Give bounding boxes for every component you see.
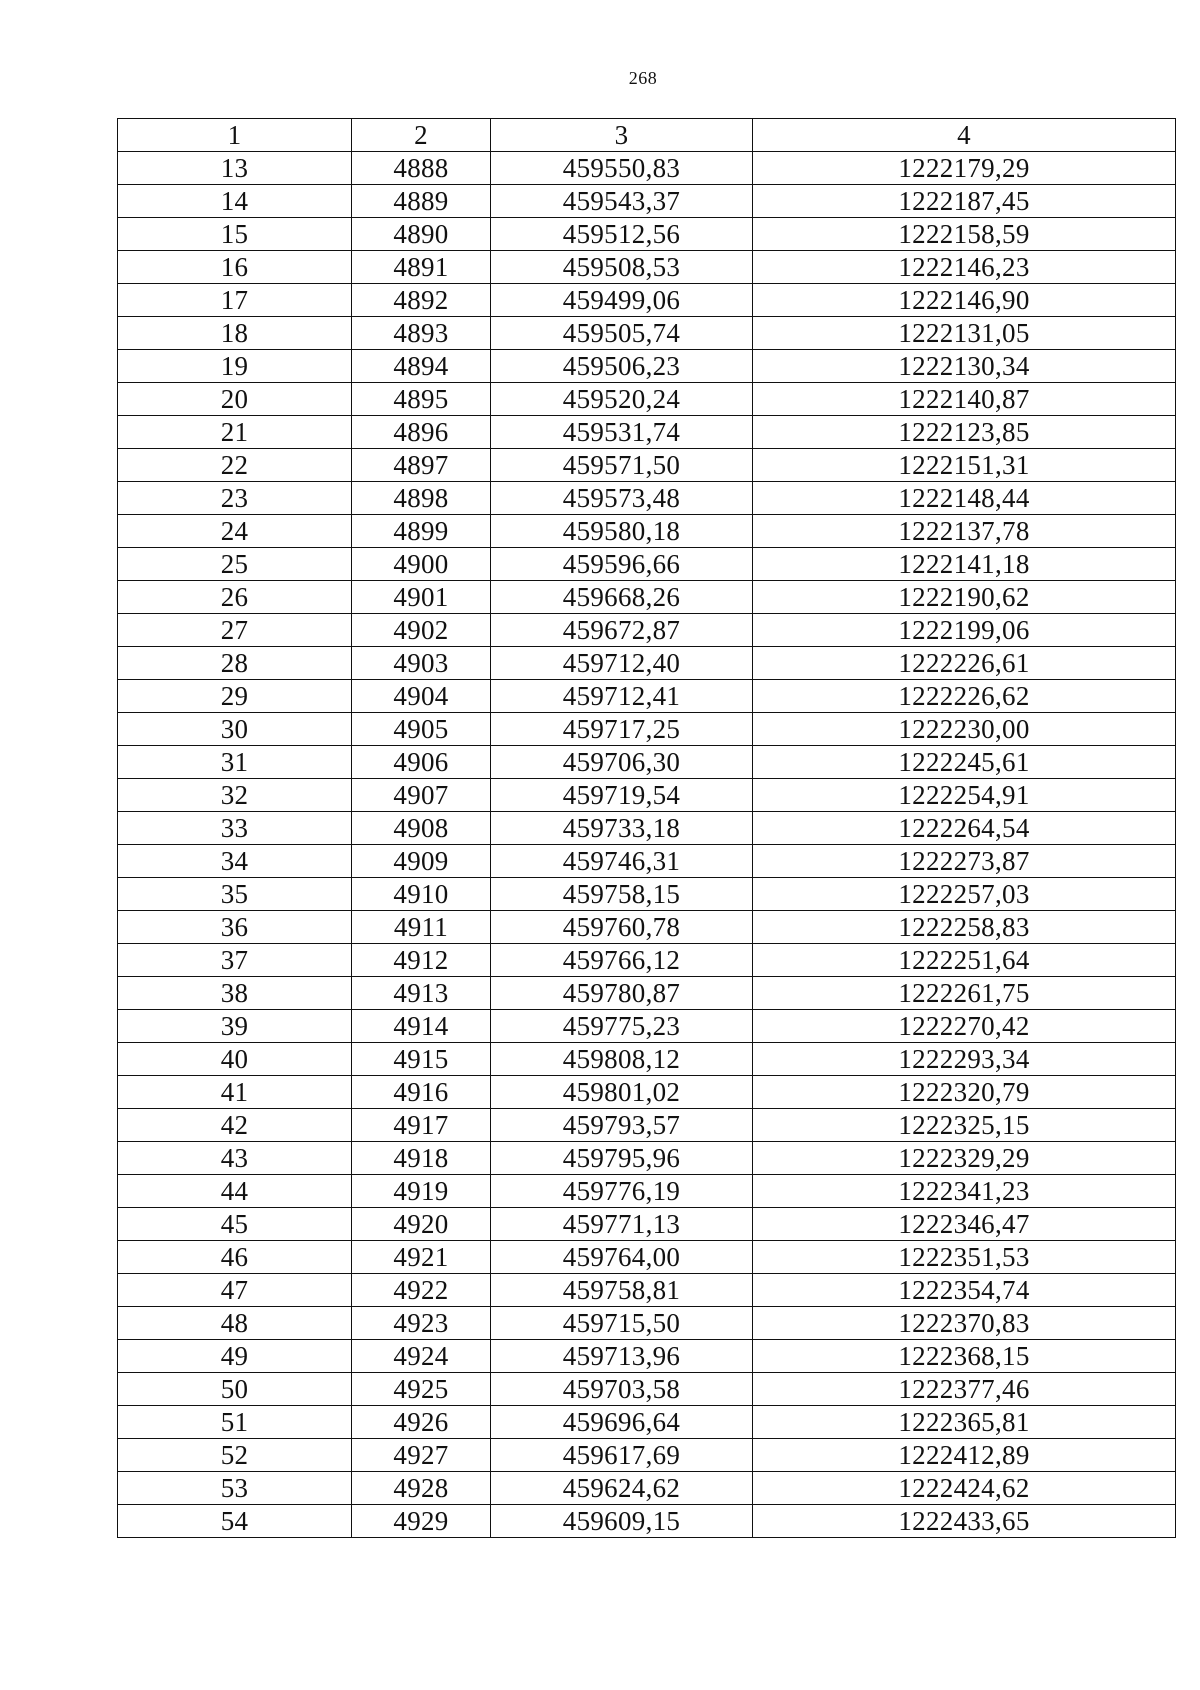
table-row bbox=[118, 482, 1176, 515]
table-cell: 4917 bbox=[352, 1109, 491, 1142]
table-cell: 1222261,75 bbox=[753, 977, 1176, 1010]
table-cell: 16 bbox=[118, 251, 352, 284]
header-cell: 2 bbox=[352, 119, 491, 152]
table-cell: 4903 bbox=[352, 647, 491, 680]
header-cell: 4 bbox=[753, 119, 1176, 152]
table-cell: 31 bbox=[118, 746, 352, 779]
table-row bbox=[118, 812, 1176, 845]
table-row bbox=[118, 713, 1176, 746]
table-cell: 23 bbox=[118, 482, 352, 515]
table-cell: 1222123,85 bbox=[753, 416, 1176, 449]
table-cell: 459520,24 bbox=[491, 383, 753, 416]
table-cell: 4902 bbox=[352, 614, 491, 647]
table-cell: 4900 bbox=[352, 548, 491, 581]
table-cell: 4898 bbox=[352, 482, 491, 515]
table-cell: 4896 bbox=[352, 416, 491, 449]
table-cell: 29 bbox=[118, 680, 352, 713]
table-cell: 1222368,15 bbox=[753, 1340, 1176, 1373]
table-cell: 4908 bbox=[352, 812, 491, 845]
table-cell: 459760,78 bbox=[491, 911, 753, 944]
table-row bbox=[118, 1340, 1176, 1373]
table-row bbox=[118, 317, 1176, 350]
table-cell: 1222320,79 bbox=[753, 1076, 1176, 1109]
table-cell: 459706,30 bbox=[491, 746, 753, 779]
table-cell: 37 bbox=[118, 944, 352, 977]
table-cell: 21 bbox=[118, 416, 352, 449]
table-cell: 459499,06 bbox=[491, 284, 753, 317]
table-cell: 4890 bbox=[352, 218, 491, 251]
table-cell: 1222325,15 bbox=[753, 1109, 1176, 1142]
table-cell: 47 bbox=[118, 1274, 352, 1307]
table-row bbox=[118, 416, 1176, 449]
table-cell: 1222146,23 bbox=[753, 251, 1176, 284]
table-cell: 45 bbox=[118, 1208, 352, 1241]
table-cell: 1222137,78 bbox=[753, 515, 1176, 548]
table-cell: 459766,12 bbox=[491, 944, 753, 977]
table-cell: 49 bbox=[118, 1340, 352, 1373]
table-cell: 459505,74 bbox=[491, 317, 753, 350]
table-cell: 4915 bbox=[352, 1043, 491, 1076]
table-cell: 459672,87 bbox=[491, 614, 753, 647]
table-cell: 4897 bbox=[352, 449, 491, 482]
table-cell: 1222146,90 bbox=[753, 284, 1176, 317]
table-cell: 1222264,54 bbox=[753, 812, 1176, 845]
table-cell: 1222141,18 bbox=[753, 548, 1176, 581]
coordinates-table bbox=[117, 118, 1176, 1538]
table-cell: 30 bbox=[118, 713, 352, 746]
table-cell: 48 bbox=[118, 1307, 352, 1340]
table-cell: 459617,69 bbox=[491, 1439, 753, 1472]
table-cell: 4927 bbox=[352, 1439, 491, 1472]
table-row bbox=[118, 1241, 1176, 1274]
table-row bbox=[118, 1076, 1176, 1109]
table-cell: 1222190,62 bbox=[753, 581, 1176, 614]
table-cell: 459543,37 bbox=[491, 185, 753, 218]
table-cell: 459713,96 bbox=[491, 1340, 753, 1373]
table-cell: 459795,96 bbox=[491, 1142, 753, 1175]
table-row bbox=[118, 284, 1176, 317]
table-cell: 459719,54 bbox=[491, 779, 753, 812]
table-cell: 41 bbox=[118, 1076, 352, 1109]
table-cell: 1222377,46 bbox=[753, 1373, 1176, 1406]
table-row bbox=[118, 383, 1176, 416]
table-cell: 1222270,42 bbox=[753, 1010, 1176, 1043]
table-cell: 459717,25 bbox=[491, 713, 753, 746]
table-cell: 1222254,91 bbox=[753, 779, 1176, 812]
table-cell: 1222351,53 bbox=[753, 1241, 1176, 1274]
table-row bbox=[118, 1043, 1176, 1076]
table-cell: 4905 bbox=[352, 713, 491, 746]
table-cell: 39 bbox=[118, 1010, 352, 1043]
table-cell: 1222151,31 bbox=[753, 449, 1176, 482]
page-number: 268 bbox=[628, 68, 658, 88]
table-cell: 1222230,00 bbox=[753, 713, 1176, 746]
table-row bbox=[118, 647, 1176, 680]
table-cell: 15 bbox=[118, 218, 352, 251]
table-cell: 4889 bbox=[352, 185, 491, 218]
table-cell: 4918 bbox=[352, 1142, 491, 1175]
table-cell: 459550,83 bbox=[491, 152, 753, 185]
table-cell: 1222130,34 bbox=[753, 350, 1176, 383]
table-cell: 1222245,61 bbox=[753, 746, 1176, 779]
table-cell: 459703,58 bbox=[491, 1373, 753, 1406]
table-cell: 1222140,87 bbox=[753, 383, 1176, 416]
table-cell: 4906 bbox=[352, 746, 491, 779]
table-row bbox=[118, 548, 1176, 581]
table-cell: 27 bbox=[118, 614, 352, 647]
table-row bbox=[118, 1109, 1176, 1142]
table-cell: 14 bbox=[118, 185, 352, 218]
table-cell: 25 bbox=[118, 548, 352, 581]
table-cell: 4895 bbox=[352, 383, 491, 416]
table-row bbox=[118, 152, 1176, 185]
table-row bbox=[118, 1175, 1176, 1208]
table-cell: 459808,12 bbox=[491, 1043, 753, 1076]
table-cell: 1222179,29 bbox=[753, 152, 1176, 185]
table-cell: 28 bbox=[118, 647, 352, 680]
table-cell: 459596,66 bbox=[491, 548, 753, 581]
table-cell: 52 bbox=[118, 1439, 352, 1472]
table-row bbox=[118, 1208, 1176, 1241]
table-cell: 1222187,45 bbox=[753, 185, 1176, 218]
table-cell: 459531,74 bbox=[491, 416, 753, 449]
table-cell: 1222258,83 bbox=[753, 911, 1176, 944]
table-cell: 22 bbox=[118, 449, 352, 482]
table-cell: 459758,15 bbox=[491, 878, 753, 911]
table-row bbox=[118, 1307, 1176, 1340]
table-cell: 42 bbox=[118, 1109, 352, 1142]
table-cell: 459571,50 bbox=[491, 449, 753, 482]
table-row bbox=[118, 944, 1176, 977]
table-cell: 1222199,06 bbox=[753, 614, 1176, 647]
table-cell: 459746,31 bbox=[491, 845, 753, 878]
table-row bbox=[118, 1472, 1176, 1505]
table-cell: 4919 bbox=[352, 1175, 491, 1208]
table-cell: 26 bbox=[118, 581, 352, 614]
table-cell: 4922 bbox=[352, 1274, 491, 1307]
table-cell: 459771,13 bbox=[491, 1208, 753, 1241]
table-cell: 20 bbox=[118, 383, 352, 416]
table-cell: 459758,81 bbox=[491, 1274, 753, 1307]
table-cell: 50 bbox=[118, 1373, 352, 1406]
table-cell: 4923 bbox=[352, 1307, 491, 1340]
table-cell: 35 bbox=[118, 878, 352, 911]
table-cell: 1222354,74 bbox=[753, 1274, 1176, 1307]
table-cell: 54 bbox=[118, 1505, 352, 1538]
table-cell: 4914 bbox=[352, 1010, 491, 1043]
table-cell: 4928 bbox=[352, 1472, 491, 1505]
table-cell: 40 bbox=[118, 1043, 352, 1076]
table-cell: 4904 bbox=[352, 680, 491, 713]
table-row bbox=[118, 845, 1176, 878]
table-cell: 4892 bbox=[352, 284, 491, 317]
table-cell: 459508,53 bbox=[491, 251, 753, 284]
table-cell: 53 bbox=[118, 1472, 352, 1505]
table-cell: 1222341,23 bbox=[753, 1175, 1176, 1208]
table-row bbox=[118, 251, 1176, 284]
table-cell: 459573,48 bbox=[491, 482, 753, 515]
table-cell: 4926 bbox=[352, 1406, 491, 1439]
table-cell: 459793,57 bbox=[491, 1109, 753, 1142]
table-row bbox=[118, 350, 1176, 383]
table-row bbox=[118, 680, 1176, 713]
table-cell: 4911 bbox=[352, 911, 491, 944]
table-cell: 4894 bbox=[352, 350, 491, 383]
table-cell: 459776,19 bbox=[491, 1175, 753, 1208]
table-cell: 459733,18 bbox=[491, 812, 753, 845]
table-row bbox=[118, 614, 1176, 647]
table-cell: 1222293,34 bbox=[753, 1043, 1176, 1076]
table-cell: 4912 bbox=[352, 944, 491, 977]
table-cell: 19 bbox=[118, 350, 352, 383]
header-cell: 1 bbox=[118, 119, 352, 152]
table-cell: 459506,23 bbox=[491, 350, 753, 383]
table-cell: 459801,02 bbox=[491, 1076, 753, 1109]
table-cell: 459624,62 bbox=[491, 1472, 753, 1505]
table-row bbox=[118, 1505, 1176, 1538]
table-cell: 4929 bbox=[352, 1505, 491, 1538]
table-row bbox=[118, 581, 1176, 614]
table-cell: 1222148,44 bbox=[753, 482, 1176, 515]
table-body bbox=[118, 119, 1176, 1538]
table-cell: 1222226,61 bbox=[753, 647, 1176, 680]
table-cell: 1222257,03 bbox=[753, 878, 1176, 911]
table-cell: 1222158,59 bbox=[753, 218, 1176, 251]
table-cell: 1222346,47 bbox=[753, 1208, 1176, 1241]
table-cell: 18 bbox=[118, 317, 352, 350]
table-cell: 33 bbox=[118, 812, 352, 845]
table-row bbox=[118, 218, 1176, 251]
header-cell: 3 bbox=[491, 119, 753, 152]
table-cell: 34 bbox=[118, 845, 352, 878]
table-row bbox=[118, 746, 1176, 779]
table-cell: 43 bbox=[118, 1142, 352, 1175]
table-cell: 24 bbox=[118, 515, 352, 548]
table-cell: 4916 bbox=[352, 1076, 491, 1109]
table-cell: 1222412,89 bbox=[753, 1439, 1176, 1472]
table-row bbox=[118, 1010, 1176, 1043]
table-header-row bbox=[118, 119, 1176, 152]
table-cell: 4901 bbox=[352, 581, 491, 614]
table-row bbox=[118, 977, 1176, 1010]
table-cell: 1222370,83 bbox=[753, 1307, 1176, 1340]
table-row bbox=[118, 1373, 1176, 1406]
table-cell: 1222251,64 bbox=[753, 944, 1176, 977]
table-cell: 1222131,05 bbox=[753, 317, 1176, 350]
table-row bbox=[118, 878, 1176, 911]
table-cell: 1222424,62 bbox=[753, 1472, 1176, 1505]
table-cell: 1222433,65 bbox=[753, 1505, 1176, 1538]
table-row bbox=[118, 185, 1176, 218]
table-cell: 1222226,62 bbox=[753, 680, 1176, 713]
table-cell: 4921 bbox=[352, 1241, 491, 1274]
table-cell: 32 bbox=[118, 779, 352, 812]
table-cell: 38 bbox=[118, 977, 352, 1010]
table-cell: 459580,18 bbox=[491, 515, 753, 548]
table-cell: 4891 bbox=[352, 251, 491, 284]
table-cell: 17 bbox=[118, 284, 352, 317]
table-cell: 46 bbox=[118, 1241, 352, 1274]
table-row bbox=[118, 515, 1176, 548]
table-row bbox=[118, 1142, 1176, 1175]
table-cell: 459668,26 bbox=[491, 581, 753, 614]
table-row bbox=[118, 1406, 1176, 1439]
table-cell: 459775,23 bbox=[491, 1010, 753, 1043]
table-cell: 44 bbox=[118, 1175, 352, 1208]
table-cell: 36 bbox=[118, 911, 352, 944]
table-cell: 459609,15 bbox=[491, 1505, 753, 1538]
table-cell: 4909 bbox=[352, 845, 491, 878]
table-row bbox=[118, 911, 1176, 944]
table-cell: 459712,41 bbox=[491, 680, 753, 713]
table-cell: 4925 bbox=[352, 1373, 491, 1406]
table-row bbox=[118, 779, 1176, 812]
table-row bbox=[118, 449, 1176, 482]
table-cell: 51 bbox=[118, 1406, 352, 1439]
table-cell: 13 bbox=[118, 152, 352, 185]
table-cell: 4924 bbox=[352, 1340, 491, 1373]
table-cell: 1222365,81 bbox=[753, 1406, 1176, 1439]
table-row bbox=[118, 1274, 1176, 1307]
table-cell: 4910 bbox=[352, 878, 491, 911]
table-cell: 459512,56 bbox=[491, 218, 753, 251]
table-cell: 4913 bbox=[352, 977, 491, 1010]
table-cell: 4888 bbox=[352, 152, 491, 185]
table-cell: 4920 bbox=[352, 1208, 491, 1241]
table-cell: 459764,00 bbox=[491, 1241, 753, 1274]
table-cell: 4893 bbox=[352, 317, 491, 350]
table-cell: 1222273,87 bbox=[753, 845, 1176, 878]
table-cell: 1222329,29 bbox=[753, 1142, 1176, 1175]
table-cell: 4907 bbox=[352, 779, 491, 812]
table-cell: 459780,87 bbox=[491, 977, 753, 1010]
table-cell: 459715,50 bbox=[491, 1307, 753, 1340]
table-cell: 459696,64 bbox=[491, 1406, 753, 1439]
table-cell: 4899 bbox=[352, 515, 491, 548]
table-cell: 459712,40 bbox=[491, 647, 753, 680]
table-row bbox=[118, 1439, 1176, 1472]
